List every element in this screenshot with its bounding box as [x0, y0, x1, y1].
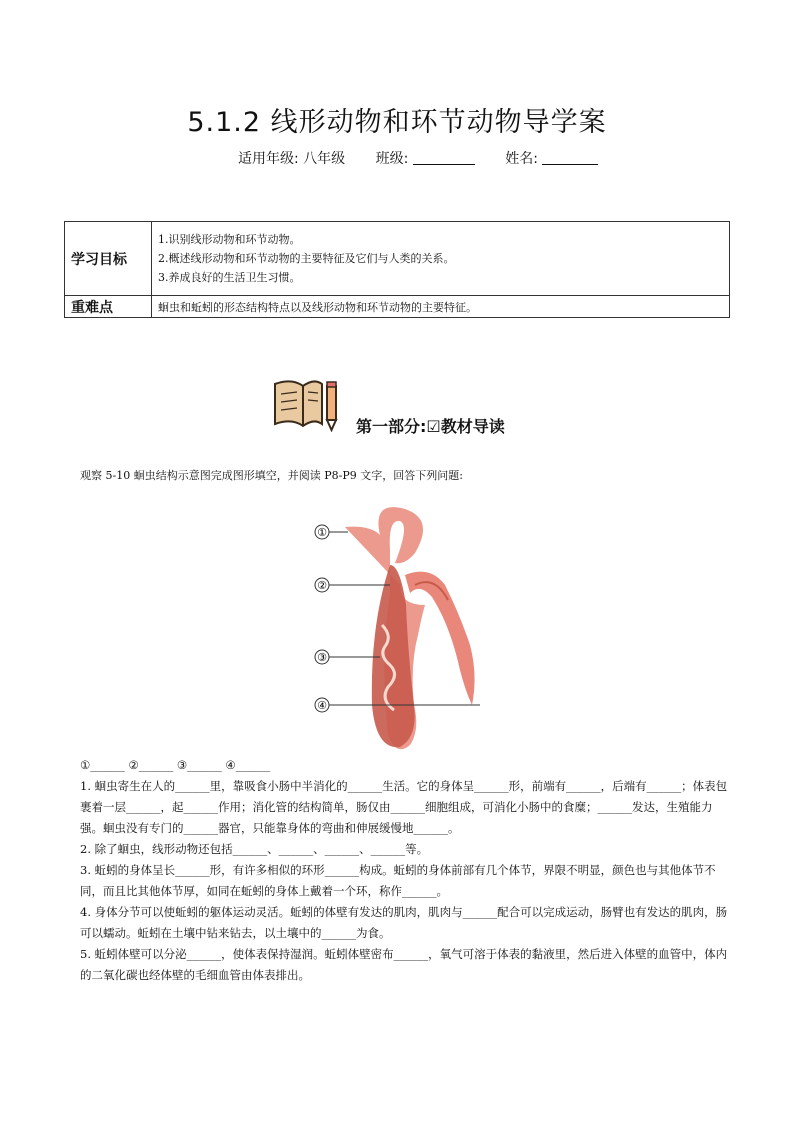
goals-heading: 学习目标: [65, 222, 152, 296]
student-info-line: [238, 148, 598, 168]
figure-blanks[interactable]: ①______ ②______ ③______ ④______: [80, 758, 271, 772]
grade-label: 适用年级: 八年级: [238, 151, 346, 167]
goals-cell: [152, 222, 730, 296]
question-item[interactable]: 3. 蚯蚓的身体呈长______形，有许多相似的环形______构成。蚯蚓的身体前部有几个体节，界限不明显，颜色也与其他体节不同，而且比其他体节厚，如同在蚯蚓的身体上戴着一个环，称作______。: [80, 863, 716, 898]
figure-label-4: ④: [317, 699, 327, 712]
key-points-text: 蛔虫和蚯蚓的形态结构特点以及线形动物和环节动物的主要特征。: [152, 296, 730, 318]
class-label: 班级:: [375, 151, 409, 167]
name-blank[interactable]: [542, 150, 598, 165]
name-label: 姓名:: [505, 151, 538, 167]
question-item[interactable]: 5. 蚯蚓体壁可以分泌______，使体表保持湿润。蚯蚓体壁密布______，氧气可溶于体表的黏液里，然后进入体壁的血管中，体内的二氧化碳也经体壁的毛细血管由体表排出。: [80, 947, 728, 982]
question-item[interactable]: 2. 除了蛔虫，线形动物还包括______、______、______、______等。: [80, 842, 429, 856]
page-title: 5.1.2 线形动物和环节动物导学案: [187, 107, 607, 138]
goal-item: 1.识别线形动物和环节动物。: [158, 233, 301, 246]
intro-text: 观察 5-10 蛔虫结构示意图完成图形填空，并阅读 P8-P9 文字，回答下列问题:: [80, 469, 463, 482]
question-item[interactable]: 4. 身体分节可以使蚯蚓的躯体运动灵活。蚯蚓的体壁有发达的肌肉，肌肉与______配合可以完成运动，肠臂也有发达的肌肉，肠可以蠕动。蚯蚓在土壤中钻来钻去，以土壤中的______为食。: [80, 905, 728, 940]
objectives-table: [64, 221, 730, 318]
figure-label-3: ③: [317, 651, 327, 664]
goal-item: 3.养成良好的生活卫生习惯。: [158, 271, 301, 284]
question-item[interactable]: 1. 蛔虫寄生在人的______里，靠吸食小肠中半消化的______生活。它的身体呈______形，前端有______，后端有______；体表包裹着一层______，起______作用；消化管的结构简单，肠仅由______细胞组成，可消化小肠中的食糜；______发达，生殖能力强。蛔虫没有专门的______器官，只能靠身体的弯曲和伸展缓慢地______。: [80, 779, 728, 835]
goal-item: 2.概述线形动物和环节动物的主要特征及它们与人类的关系。: [158, 252, 455, 265]
figure-label-2: ②: [317, 579, 327, 592]
roundworm-diagram: [310, 505, 510, 755]
figure-label-1: ①: [317, 526, 327, 539]
question-list: [80, 776, 730, 986]
key-points-heading: 重难点: [65, 296, 152, 318]
section-title: 第一部分:☑教材导读: [356, 417, 505, 436]
class-blank[interactable]: [413, 150, 475, 165]
